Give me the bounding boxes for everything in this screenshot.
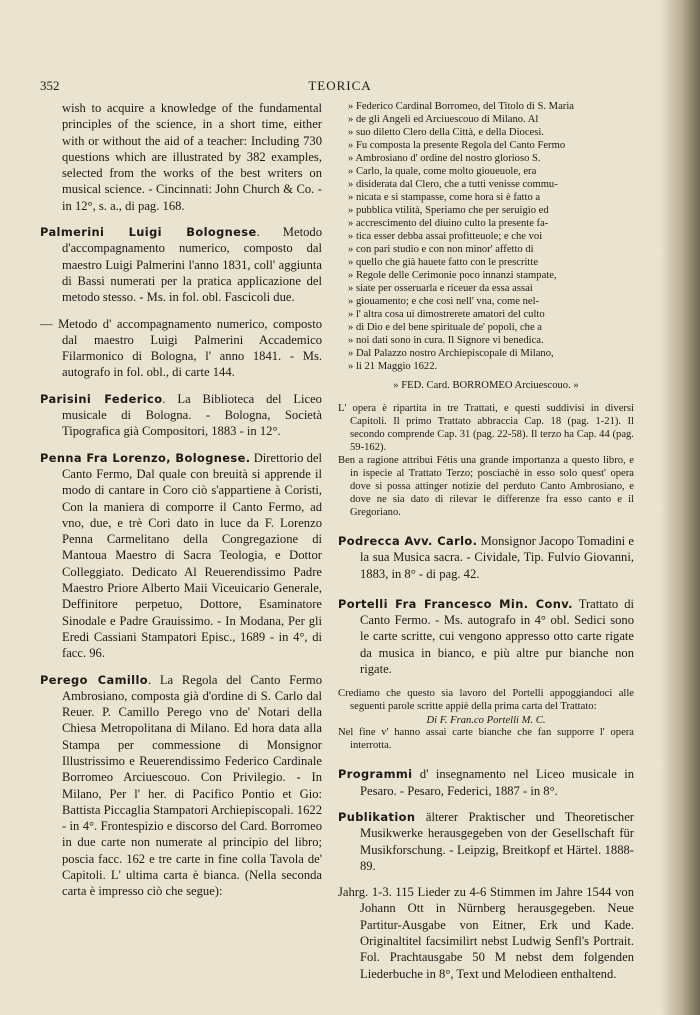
entry-publikation xyxy=(338,809,634,874)
quote-line: » accrescimento del diuino culto la presente fa- xyxy=(348,218,549,229)
quote-line: » l' altra cosa ui dimostrerete amatori del culto xyxy=(348,309,545,320)
page-header xyxy=(40,78,640,98)
entry-continuation: wish to acquire a knowledge of the fundamental principles of the science, in a short time, either with or without the aid of a teacher: Including 730 questions which are illustrated by 382 examples, selected from the works of the best writers on musical science. - Cincinnati: John Church & Co. - in 12°, s. a., di pag. 168. xyxy=(62,101,322,213)
quote-signature: » FED. Card. BORROMEO Arciuescouo. » xyxy=(393,380,579,391)
quote-line: » siate per osseruarla e riceuer da essa assai xyxy=(348,283,533,294)
entry-keyword: Publikation xyxy=(338,809,416,824)
note-fetis: Ben a ragione attribuì Fétis una grande importanza a questo libro, e in ispecie al Trattato Terzo; posciachè in esso solo quest' opera dove si possa attinger notizie del perduto Canto Ambrosiano, e dove ne sia dato di rilevar le differenze fra esso canto e il Gregoriano. xyxy=(338,455,634,518)
quote-line: » Fu composta la presente Regola del Canto Fermo xyxy=(348,140,566,151)
quote-line: » Federico Cardinal Borromeo, del Titolo di S. Maria xyxy=(348,101,574,112)
quote-line: » nicata e si stampasse, come hora si è fatto a xyxy=(348,192,541,203)
left-column xyxy=(40,100,322,900)
entry-text: älterer Praktischer und Theoretischer Musikwerke herausgegeben von der Gesellschaft für Musikforschung. - Leipzig, Breitkopf et Härtel. 1888-89. xyxy=(360,809,634,873)
entry-parisini xyxy=(40,391,322,440)
entry-perego xyxy=(40,672,322,900)
quote-line: » quello che già hauete fatto con le prescritte xyxy=(348,257,539,268)
entry-keyword: Perego Camillo xyxy=(40,672,148,687)
entry-text: . La Biblioteca del Liceo musicale di Bologna. - Bologna, Società Tipografica già Compositori, 1883 - in 12°. xyxy=(62,391,322,439)
note-portelli-2: Nel fine v' hanno assai carte bianche che fan supporre l' opera interrotta. xyxy=(338,727,634,752)
quote-line: » noi dati sono in cura. Il Signore vi benedica. xyxy=(348,335,544,346)
entry-keyword: Penna Fra Lorenzo, Bolognese. xyxy=(40,450,251,465)
entry-keyword: Parisini Federico xyxy=(40,391,163,406)
quote-line: » Regole delle Cerimonie poco innanzi stampate, xyxy=(348,270,557,281)
quote-line: » Carlo, la quale, come molto gioueuole, era xyxy=(348,166,537,177)
entry-palmerini xyxy=(40,224,322,305)
quote-line: » pubblica vtilità, Speriamo che per seruigio ed xyxy=(348,205,549,216)
page-number: 352 xyxy=(40,78,60,93)
quote-line: » tica esser debba assai profitteuole; e che voi xyxy=(348,231,543,242)
entry-keyword: Programmi xyxy=(338,767,413,782)
quote-line: » di Dio e del bene spirituale de' popoli, che a xyxy=(348,322,543,333)
entry-palmerini-2: — Metodo d' accompagnamento numerico, composto dal maestro Luigi Palmerini Accademico Filarmonico di Bologna, l' anno 1841. - Ms. autografo in fol. obl., di carte 144. xyxy=(40,316,322,380)
note-trattati: L' opera è ripartita in tre Trattati, e questi suddivisi in diversi Capitoli. Il primo Trattato abbraccia Cap. 18 (pag. 1-21). Il secondo comprende Cap. 31 (pag. 22-58). Il terzo ha Cap. 44 (pag. 59-162). xyxy=(338,403,634,453)
quote-line: » suo diletto Clero della Città, e della Diocesi. xyxy=(348,127,544,138)
right-column xyxy=(338,100,634,982)
entry-text: . Metodo d'accompagnamento numerico, composto dal maestro Luigi Palmerini l'anno 1831, coll' aggiunta di Bassi numerati per la pratica applicazione del metodo stesso. - Ms. in fol. obl. Fascicoli due. xyxy=(62,225,322,305)
quote-line: » Ambrosiano d' ordine del nostro glorioso S. xyxy=(348,153,541,164)
entry-portelli xyxy=(338,596,634,677)
entry-text: Trattato di Canto Fermo. - Ms. autografo in 4° obl. Sedici sono le carte scritte, cui vengono appresso otto carte rigate da musica in bianco, e più altre pur bianche non rigate. xyxy=(360,596,634,677)
quote-line: » li 21 Maggio 1622. xyxy=(348,361,438,372)
entry-jahrg: Jahrg. 1-3. 115 Lieder zu 4-6 Stimmen im Jahre 1544 von Johann Ott in Nürnberg herausgegeben. Neue Partitur-Ausgabe von Eitner, Erk und Kade. Originaltitel facsimilirt nebst Ludwig Senfl's Portrait. Fol. Prachtausgabe 50 M nebst dem folgenden Liederbuche in 8°, Text und Melodieen enthaltend. xyxy=(338,885,634,981)
page-gutter-shadow xyxy=(660,0,700,1015)
quote-line: » de gli Angeli ed Arciuescouo di Milano. Al xyxy=(348,114,539,125)
quote-line: » con pari studio e con non minor' affetto di xyxy=(348,244,534,255)
entry-keyword: Portelli Fra Francesco Min. Conv. xyxy=(338,596,573,611)
quote-line: » giouamento; e che così nell' vna, come nel- xyxy=(348,296,540,307)
quote-line: » Dal Palazzo nostro Archiepiscopale di Milano, xyxy=(348,348,554,359)
entry-keyword: Podrecca Avv. Carlo. xyxy=(338,534,478,548)
entry-text: Direttorio del Canto Fermo, Dal quale con breuità si apprende il modo di cantare in Coro ciò s'appartiene à Coristi, Con la maniera di comporre il Canto Fermo, ad vno, due, e trè Cori dato in luce da F. Lorenzo Penna Carmelitano della Congregazione di Mantoua Maestro di Sacra Teologia, e Dottor Colleggiato. Dedicato Al Reuerendissimo Padre Maestro Priore Alberto Maii Viceuicario Generale, Deffinitore perpetuo, Dottore, Esaminatore Sinodale e Padre Grauissimo. - In Modana, Per gli Eredi Cassiani Stampatori Episc., 1689 - in 4°, di facc. 96. xyxy=(62,450,322,661)
entry-programmi xyxy=(338,766,634,799)
note-portelli: Crediamo che questo sia lavoro del Portelli appoggiandoci alle seguenti parole scritte appiè della prima carta del Trattato: xyxy=(338,688,634,713)
entry-text: . La Regola del Canto Fermo Ambrosiano, composta già d'ordine di S. Carlo dal Reuer. P. Camillo Perego vno de' Notari della Chiesa Metropolitana di Milano. Ed hora data alla Stampa per commessione di Monsignor Illustrissimo e Reuerendissimo Federico Cardinale Borromeo Arciuescouo. Con Privilegio. - In Milano, Per l' her. di Pacifico Pontio et Gio: Battista Piccaglia Stampatori Archiepiscopali. 1622 - in 4°. Frontespizio e discorso del Card. Borromeo in due carte non numerate al principio del libro; poscia facc. 162 e tre carte in fine colla Tavola de' Capitoli. L' ultima carta è bianca. (Nella seconda carta è impresso ciò che segue): xyxy=(62,672,322,899)
entry-text: Monsignor Jacopo Tomadini e la sua Musica sacra. - Cividale, Tip. Fulvio Giovanni, 1883, in 8° - di pag. 42. xyxy=(360,534,635,581)
entry-keyword: Palmerini Luigi Bolognese xyxy=(40,225,257,240)
entry-penna xyxy=(40,450,322,662)
entry-podrecca xyxy=(338,533,634,582)
entry-text: d' insegnamento nel Liceo musicale in Pesaro. - Pesaro, Federici, 1887 - in 8°. xyxy=(360,767,634,798)
note-portelli-signature: Di F. Fran.co Portelli M. C. xyxy=(426,715,546,727)
quote-line: » disiderata dal Clero, che a tutti venisse commu- xyxy=(348,179,558,190)
running-head: TEORICA xyxy=(308,78,372,93)
quoted-letter xyxy=(338,100,634,392)
